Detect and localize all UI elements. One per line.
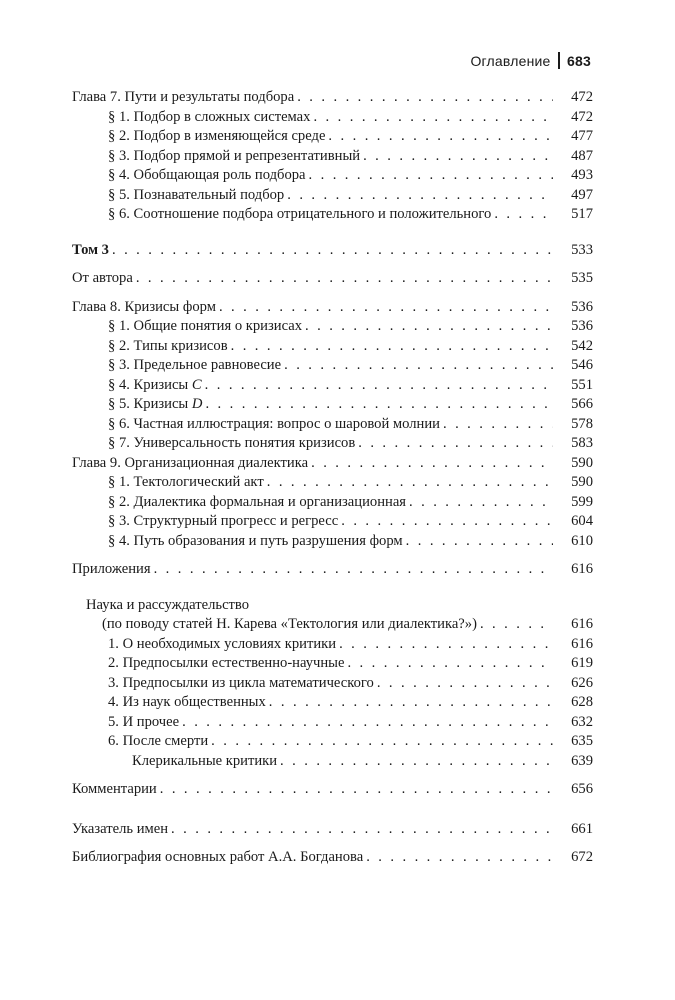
toc-section[interactable] xyxy=(72,205,593,225)
toc-entry-page: 566 xyxy=(571,396,593,412)
toc-section[interactable] xyxy=(72,752,593,772)
toc-leader-dots xyxy=(280,752,553,772)
toc-leader-dots xyxy=(305,317,553,337)
toc-entry-title: § 1. Подбор в сложных системах xyxy=(108,108,311,125)
toc-entry-title: § 4. Обобщающая роль подбора xyxy=(108,167,306,183)
toc-entry-page: 487 xyxy=(571,147,593,164)
toc-leader-dots xyxy=(284,356,553,376)
toc-section[interactable] xyxy=(72,395,593,415)
toc-science-title: Наука и рассуждательство xyxy=(86,596,250,613)
toc-leader-dots xyxy=(406,532,553,552)
toc-leader-dots xyxy=(205,395,553,415)
toc-entry-title: Глава 9. Организационная диалектика xyxy=(72,454,309,471)
toc-leader-dots xyxy=(309,166,553,186)
toc-leader-dots xyxy=(443,415,553,435)
toc-entry-title: § 1. Тектологический акт xyxy=(108,474,264,490)
toc-entry-page: 610 xyxy=(571,532,593,549)
toc-entry-page: 497 xyxy=(571,186,593,203)
toc-entry-page: 472 xyxy=(571,89,593,105)
toc-entry-title: 3. Предпосылки из цикла математического xyxy=(108,674,374,691)
toc-leader-dots xyxy=(154,560,553,580)
toc-leader-dots xyxy=(297,88,553,108)
toc-section[interactable] xyxy=(72,127,593,147)
toc-entry-page: 628 xyxy=(571,694,593,710)
toc-volume-3[interactable] xyxy=(72,241,593,261)
toc-leader-dots xyxy=(358,434,553,454)
toc-entry-page: 616 xyxy=(571,635,593,652)
toc-entry-title: От автора xyxy=(72,270,133,286)
toc-entry-title: Том 3 xyxy=(72,241,109,258)
table-of-contents xyxy=(72,88,593,868)
toc-entry-page: 632 xyxy=(571,713,593,730)
toc-entry-page: 517 xyxy=(571,206,593,222)
toc-entry-title: § 7. Универсальность понятия кризисов xyxy=(108,435,356,451)
header-divider xyxy=(558,52,561,69)
toc-entry-title: § 4. Путь образования и путь разрушения форм xyxy=(108,532,403,549)
toc-entry-page: 626 xyxy=(571,674,593,691)
toc-entry-page: 536 xyxy=(571,318,593,334)
toc-leader-dots xyxy=(267,473,553,493)
toc-section[interactable] xyxy=(72,108,593,128)
toc-leader-dots xyxy=(313,108,553,128)
toc-leader-dots xyxy=(480,615,553,635)
toc-section[interactable] xyxy=(72,337,593,357)
toc-section[interactable] xyxy=(72,166,593,186)
toc-name-index[interactable] xyxy=(72,820,593,840)
toc-entry-page: 493 xyxy=(571,167,593,183)
toc-entry-page: 542 xyxy=(571,337,593,354)
toc-entry-page: 616 xyxy=(571,561,593,577)
toc-leader-dots xyxy=(363,147,553,167)
toc-entry-title: Глава 8. Кризисы форм xyxy=(72,298,216,315)
toc-leader-dots xyxy=(409,493,553,513)
toc-chapter-7[interactable] xyxy=(72,88,593,108)
toc-section[interactable] xyxy=(72,317,593,337)
toc-section[interactable] xyxy=(72,473,593,493)
toc-section[interactable] xyxy=(72,635,593,655)
toc-leader-dots xyxy=(287,186,553,206)
toc-entry-title: § 2. Подбор в изменяющейся среде xyxy=(108,128,326,144)
toc-section[interactable] xyxy=(72,186,593,206)
toc-leader-dots xyxy=(171,820,553,840)
toc-appendix[interactable] xyxy=(72,560,593,580)
toc-entry-page: 472 xyxy=(571,108,593,125)
toc-entry-page: 535 xyxy=(571,270,593,286)
toc-comments[interactable] xyxy=(72,780,593,800)
toc-leader-dots xyxy=(219,298,553,318)
toc-leader-dots xyxy=(211,732,553,752)
toc-entry-title: Библиография основных работ А.А. Богданова xyxy=(72,849,364,865)
toc-section[interactable] xyxy=(72,532,593,552)
toc-section[interactable] xyxy=(72,493,593,513)
toc-bibliography[interactable] xyxy=(72,848,593,868)
toc-section[interactable] xyxy=(72,732,593,752)
toc-leader-dots xyxy=(269,693,553,713)
toc-entry-page: 477 xyxy=(571,128,593,144)
toc-entry-title-italic: C xyxy=(191,376,202,393)
toc-leader-dots xyxy=(182,713,553,733)
toc-leader-dots xyxy=(160,780,553,800)
toc-leader-dots xyxy=(494,205,553,225)
toc-entry-page: 639 xyxy=(571,752,593,769)
toc-section[interactable] xyxy=(72,654,593,674)
toc-section[interactable] xyxy=(72,512,593,532)
toc-leader-dots xyxy=(377,674,553,694)
toc-leader-dots xyxy=(347,654,553,674)
toc-entry-page: 536 xyxy=(571,298,593,315)
toc-entry-page: 546 xyxy=(571,357,593,373)
header-section-title: Оглавление xyxy=(470,52,551,69)
toc-entry-page: 656 xyxy=(571,781,593,797)
toc-entry-title: 1. О необходимых условиях критики xyxy=(108,635,337,652)
toc-leader-dots xyxy=(311,454,553,474)
toc-leader-dots xyxy=(231,337,553,357)
toc-science-subtitle[interactable] xyxy=(72,615,593,635)
toc-entry-title: Комментарии xyxy=(72,781,157,797)
toc-entry-page: 619 xyxy=(571,655,593,671)
toc-entry-title: § 2. Диалектика формальная и организационная xyxy=(108,493,407,510)
toc-entry-page: 578 xyxy=(571,415,593,432)
toc-entry-page: 533 xyxy=(571,241,593,258)
toc-entry-title: § 2. Типы кризисов xyxy=(108,337,228,354)
toc-section[interactable] xyxy=(72,434,593,454)
toc-section[interactable] xyxy=(72,713,593,733)
toc-leader-dots xyxy=(205,376,553,396)
toc-entry-title: § 6. Соотношение подбора отрицательного и положительного xyxy=(108,206,492,222)
toc-entry-title xyxy=(108,395,205,415)
running-header xyxy=(470,52,591,69)
toc-entry-title: 4. Из наук общественных xyxy=(108,694,266,710)
toc-leader-dots xyxy=(328,127,553,147)
toc-entry-title: Указатель имен xyxy=(72,820,169,837)
toc-chapter-9[interactable] xyxy=(72,454,593,474)
toc-entry-title xyxy=(108,376,205,396)
toc-entry-title: § 5. Познавательный подбор xyxy=(108,186,285,203)
toc-entry-title: § 6. Частная иллюстрация: вопрос о шаровой молнии xyxy=(108,415,440,432)
toc-leader-dots xyxy=(136,269,553,289)
toc-entry-title-italic: D xyxy=(191,396,203,412)
toc-section[interactable] xyxy=(72,674,593,694)
toc-entry-title: 6. После смерти xyxy=(108,733,209,749)
toc-entry-page: 616 xyxy=(571,616,593,632)
toc-entry-title: (по поводу статей Н. Карева «Тектология или диалектика?») xyxy=(102,616,477,632)
toc-entry-title: § 3. Подбор прямой и репрезентативный xyxy=(108,147,361,164)
toc-leader-dots xyxy=(112,241,553,261)
toc-entry-page: 604 xyxy=(571,513,593,529)
toc-entry-title: § 3. Предельное равновесие xyxy=(108,357,282,373)
toc-entry-page: 635 xyxy=(571,733,593,749)
toc-entry-title: § 3. Структурный прогресс и регресс xyxy=(108,513,339,529)
toc-leader-dots xyxy=(341,512,553,532)
toc-entry-page: 590 xyxy=(571,474,593,490)
toc-entry-title: 5. И прочее xyxy=(108,713,180,730)
toc-section[interactable] xyxy=(72,376,593,396)
toc-entry-title-text: § 4. Кризисы xyxy=(108,376,189,393)
toc-section[interactable] xyxy=(72,415,593,435)
toc-section[interactable] xyxy=(72,693,593,713)
toc-leader-dots xyxy=(339,635,553,655)
toc-entry-page: 551 xyxy=(571,376,593,393)
toc-section[interactable] xyxy=(72,147,593,167)
toc-entry-page: 583 xyxy=(571,435,593,451)
header-page-number: 683 xyxy=(567,52,591,69)
toc-entry-title-text: § 5. Кризисы xyxy=(108,396,189,412)
toc-entry-title: Клерикальные критики xyxy=(132,752,278,769)
toc-entry-title: 2. Предпосылки естественно-научные xyxy=(108,655,345,671)
toc-entry-title: § 1. Общие понятия о кризисах xyxy=(108,318,303,334)
toc-entry-title: Глава 7. Пути и результаты подбора xyxy=(72,89,295,105)
toc-section[interactable] xyxy=(72,356,593,376)
toc-entry-page: 590 xyxy=(571,454,593,471)
toc-entry-page: 672 xyxy=(571,849,593,865)
toc-chapter-8[interactable] xyxy=(72,298,593,318)
toc-from-author[interactable] xyxy=(72,269,593,289)
toc-entry-title: Приложения xyxy=(72,561,151,577)
toc-entry-page: 661 xyxy=(571,820,593,837)
toc-entry-page: 599 xyxy=(571,493,593,510)
toc-leader-dots xyxy=(366,848,553,868)
